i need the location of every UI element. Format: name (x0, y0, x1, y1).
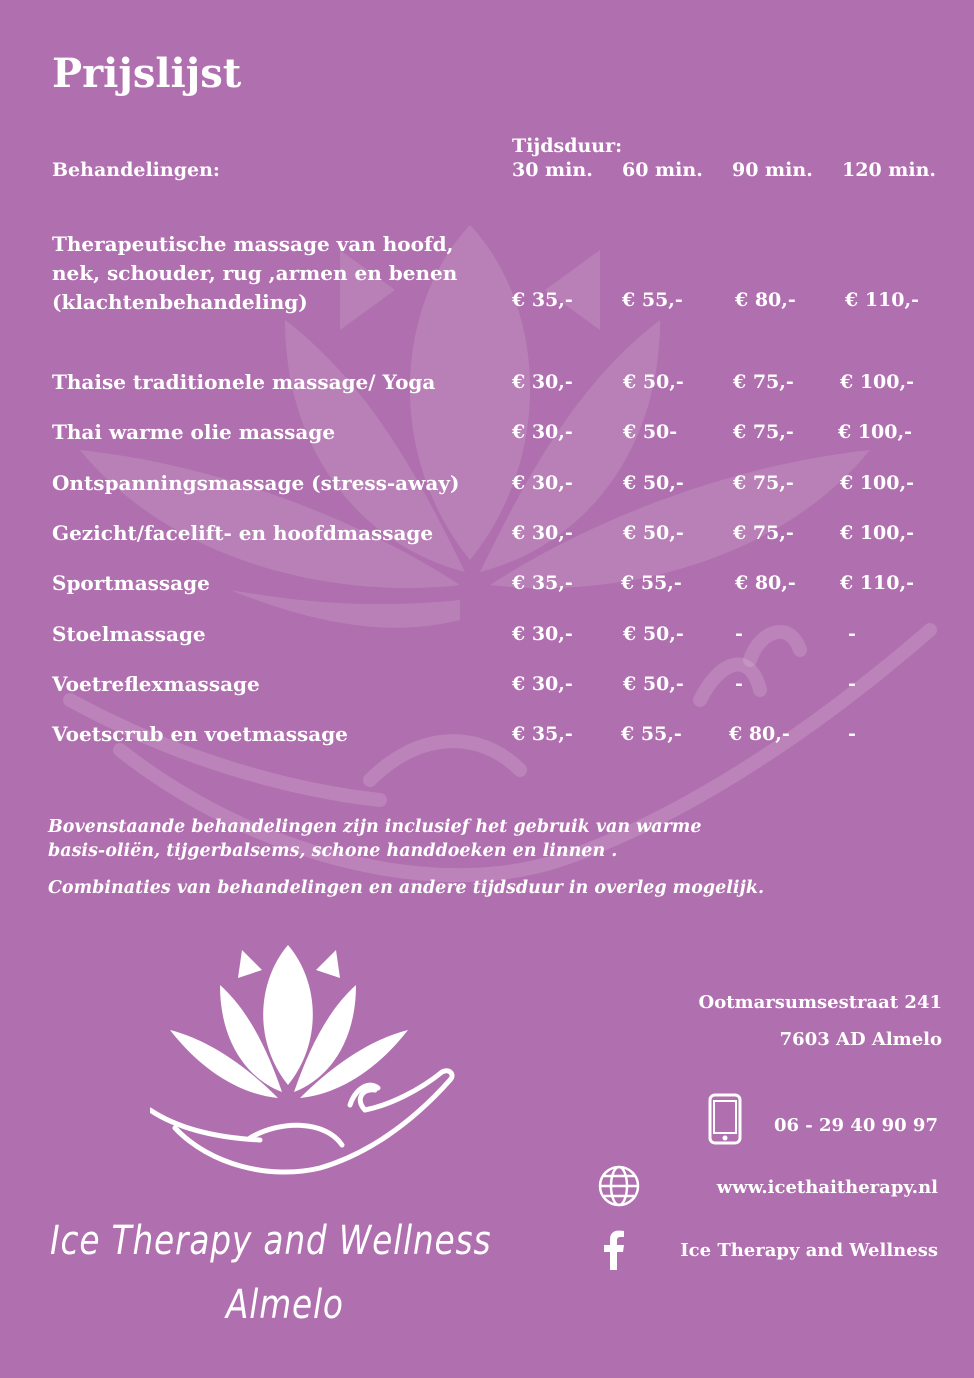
price-cell: € 30,- (512, 371, 573, 393)
price-cell: € 110,- (845, 289, 919, 311)
price-cell: - (848, 623, 856, 645)
treatment-name: Gezicht/facelift- en hoofdmassage (52, 521, 434, 545)
treatment-name: Sportmassage (52, 571, 210, 595)
price-cell: € 80,- (729, 723, 790, 745)
price-cell: € 100,- (840, 522, 914, 544)
table-row (52, 230, 457, 317)
price-cell: € 75,- (733, 371, 794, 393)
price-cell: - (735, 673, 743, 695)
facebook-icon (603, 1230, 625, 1270)
duration-90: 90 min. (732, 159, 813, 181)
treatment-name: Thai warme olie massage (52, 420, 336, 444)
price-cell: € 55,- (622, 289, 683, 311)
price-cell: € 100,- (838, 421, 912, 443)
price-cell: € 35,- (512, 289, 573, 311)
price-cell: € 55,- (621, 723, 682, 745)
address-city: 7603 AD Almelo (779, 1029, 942, 1050)
treatment-name: Stoelmassage (52, 622, 206, 646)
duration-header: Tijdsduur: (512, 135, 623, 157)
price-cell: € 110,- (840, 572, 914, 594)
notes-line: Bovenstaande behandelingen zijn inclusief het gebruik van warme (48, 817, 702, 837)
price-cell: € 80,- (735, 289, 796, 311)
treatment-name: (klachtenbehandeling) (52, 290, 308, 314)
facebook-link[interactable]: Ice Therapy and Wellness (680, 1240, 938, 1261)
price-cell: € 55,- (621, 572, 682, 594)
notes-line: Combinaties van behandelingen en andere tijdsduur in overleg mogelijk. (48, 878, 765, 898)
price-cell: € 75,- (733, 522, 794, 544)
lotus-hand-logo (150, 940, 470, 1180)
treatment-name: Therapeutische massage van hoofd, (52, 232, 454, 256)
phone-icon (708, 1093, 742, 1145)
globe-icon (597, 1164, 641, 1208)
duration-120: 120 min. (842, 159, 937, 181)
price-cell: € 35,- (512, 723, 573, 745)
address-street: Ootmarsumsestraat 241 (698, 992, 942, 1013)
price-cell: € 100,- (840, 472, 914, 494)
price-cell: € 75,- (733, 421, 794, 443)
treatment-name: Ontspanningsmassage (stress-away) (52, 471, 460, 495)
website-link[interactable]: www.icethaitherapy.nl (716, 1177, 938, 1198)
price-cell: € 50,- (623, 673, 684, 695)
price-cell: € 30,- (512, 421, 573, 443)
price-cell: € 30,- (512, 623, 573, 645)
duration-30: 30 min. (512, 159, 593, 181)
phone-number[interactable]: 06 - 29 40 90 97 (773, 1115, 938, 1136)
notes-line: basis-oliën, tijgerbalsems, schone handdoeken en linnen . (48, 841, 618, 861)
page-title: Prijslijst (52, 50, 242, 97)
price-cell: - (848, 723, 856, 745)
price-cell: € 35,- (512, 572, 573, 594)
price-cell: € 30,- (512, 522, 573, 544)
treatment-name: Voetreflexmassage (52, 672, 260, 696)
price-cell: € 50- (623, 421, 678, 443)
price-cell: - (735, 623, 743, 645)
price-cell: € 50,- (623, 623, 684, 645)
price-cell: € 75,- (733, 472, 794, 494)
treatment-name: Voetscrub en voetmassage (52, 722, 348, 746)
price-cell: - (848, 673, 856, 695)
price-cell: € 80,- (735, 572, 796, 594)
price-cell: € 50,- (623, 472, 684, 494)
price-cell: € 30,- (512, 673, 573, 695)
price-cell: € 50,- (623, 522, 684, 544)
brand-name: Ice Therapy and Wellness (50, 1218, 492, 1264)
brand-location: Almelo (226, 1282, 344, 1328)
treatments-header: Behandelingen: (52, 159, 220, 181)
treatment-name: nek, schouder, rug ,armen en benen (52, 261, 458, 285)
price-cell: € 100,- (840, 371, 914, 393)
price-cell: € 30,- (512, 472, 573, 494)
treatment-name: Thaise traditionele massage/ Yoga (52, 370, 436, 394)
duration-60: 60 min. (622, 159, 703, 181)
price-cell: € 50,- (623, 371, 684, 393)
